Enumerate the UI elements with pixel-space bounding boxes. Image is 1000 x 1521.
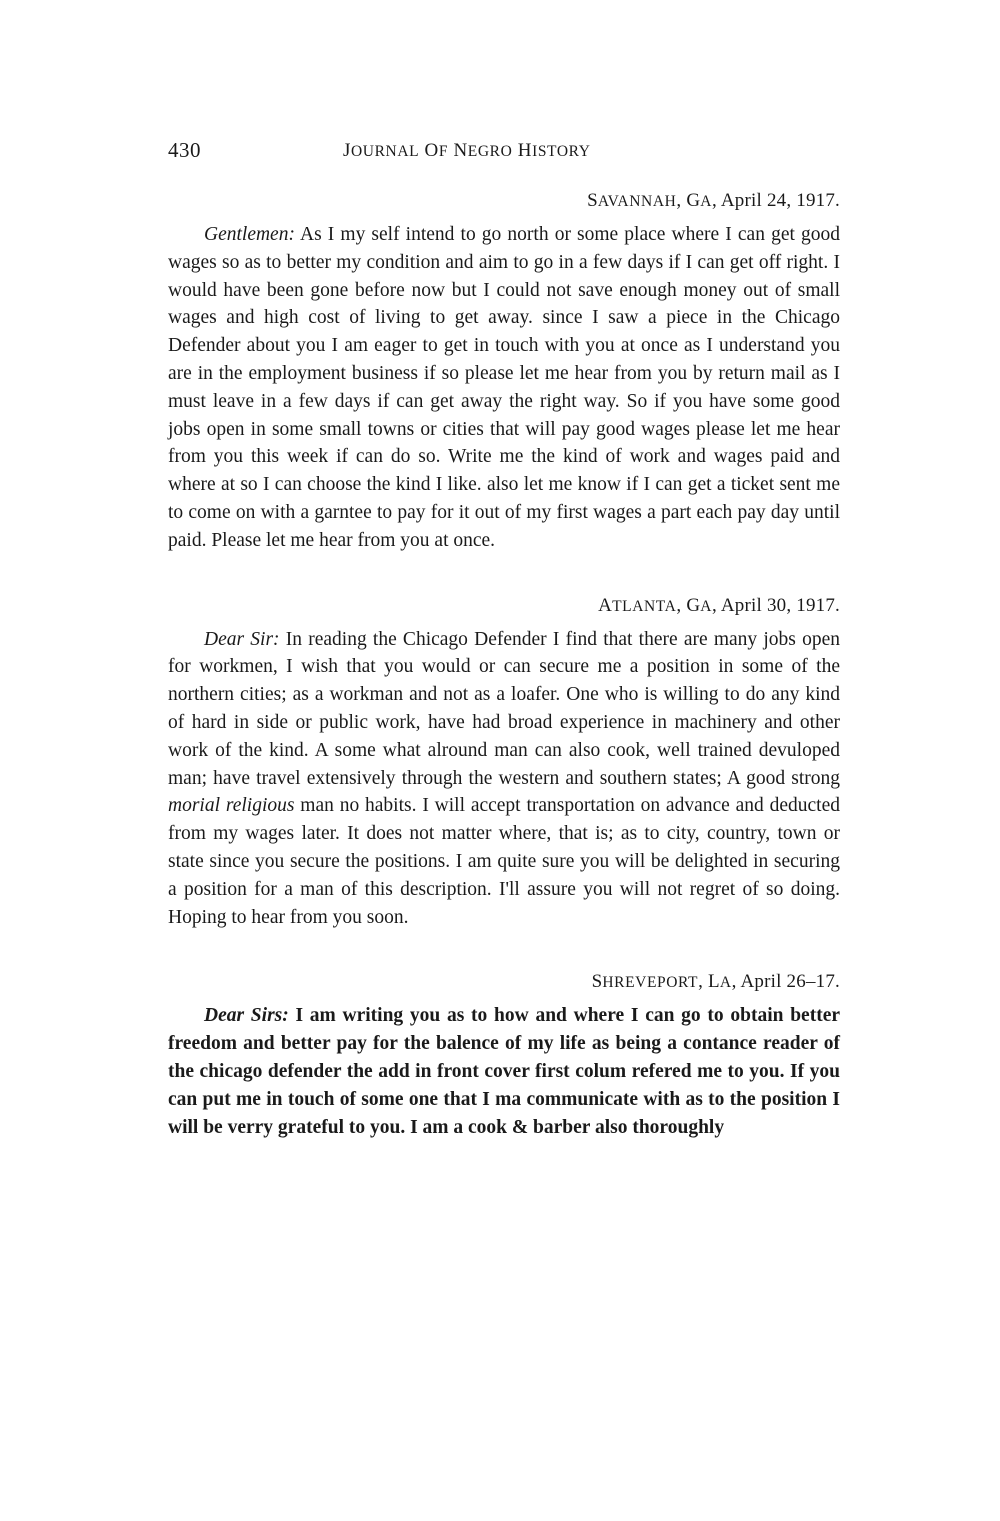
dateline-state-rest: A [700,597,713,615]
letter-salutation: Dear Sirs: [204,1005,289,1027]
dateline-state-initial: G [686,594,701,616]
letter-salutation: Dear Sir: [204,628,280,650]
letter-spacer [168,555,840,595]
dateline-state-initial: L [708,971,720,993]
letter-body-text-part1: In reading the Chicago Defender I find that there are many jobs open for workmen, I wish that you would or can secure me a position in some of the northern cities; as a workman and not as a loafer. One who is willing to do any kind of hard in side or public work, have had broad experience in machinery and other work of the kind. A some what alround man can also cook, well trained devuloped man; have travel extensively through the western and southern states; A good strong [168,628,841,789]
dateline-state-rest: A [719,974,732,992]
letter-body-emphasis: morial religious [168,795,295,817]
dateline-state-initial: G [686,190,701,211]
letter-body-text: I am writing you as to how and where I can go to obtain better freedom and better pay for the balence of my life as being a contance reader of the chicago defender the add in front cover first colum refered me to you. If you can put me in touch of some one that I ma communicate with as to the position I will be verry grateful to you. I am a cook & barber also thoroughly [168,1005,841,1138]
page-header [168,138,840,164]
dateline-date: , April 26–17. [731,971,840,993]
letter-savannah [168,190,840,555]
letter-paragraph [168,626,840,932]
letter-spacer [168,931,840,971]
page-body [168,190,840,1141]
dateline-date: , April 30, 1917. [712,594,840,616]
dateline-date: , April 24, 1917. [712,190,840,211]
letter-dateline: ATLANTA, GA, April 30, 1917. [598,594,840,616]
dateline-place-rest: AVANNAH [597,193,677,210]
dateline-place-initial: S [591,971,603,993]
dateline-place-rest: HREVEPORT [602,974,699,992]
letter-atlanta [168,595,840,932]
running-title: JOURNAL OF NEGRO HISTORY [343,140,591,161]
dateline-state-rest: A [700,193,713,210]
letter-body-text-part2: man no habits. I will accept transportation on advance and deducted from my wages later. It does not matter where, that is; as to city, country, town or state since you secure the positions. I am quite sure you will be delighted in securing a position for a man of this description. I'll assure you will not regret of so doing. Hoping to hear from you soon. [168,795,840,928]
dateline-place-initial: S [587,190,598,211]
letter-paragraph [168,221,840,555]
letter-paragraph [168,1002,840,1141]
letter-body-text: As I my self intend to go north or some place where I can get good wages so as to better my condition and aim to go in a few days if I can get off right. I would have been gone before now but I could not save enough money out of small wages and high cost of living to get away. since I saw a piece in the Chicago Defender about you I am eager to get in touch with you at once as I understand you are in the employment business if so please let me hear from you by return mail as I must leave in a few days if can get away the right way. So if you have some good jobs open in some small towns or cities that will pay good wages please let me hear from you this week if can do so. Write me the kind of work and wages paid and where at so I can choose the kind I like. also let me know if I can get a ticket sent me to come on with a garntee to pay for it out of my first wages a part each pay day until paid. Please let me hear from you at once. [168,224,840,551]
page-number: 430 [168,138,201,162]
letter-shreveport [168,971,840,1141]
dateline-place-initial: A [598,594,613,616]
letter-dateline: SAVANNAH, GA, April 24, 1917. [587,190,840,211]
letter-dateline: SHREVEPORT, LA, April 26–17. [591,971,840,993]
letter-salutation: Gentlemen: [204,224,295,245]
dateline-place-rest: TLANTA [612,597,677,615]
